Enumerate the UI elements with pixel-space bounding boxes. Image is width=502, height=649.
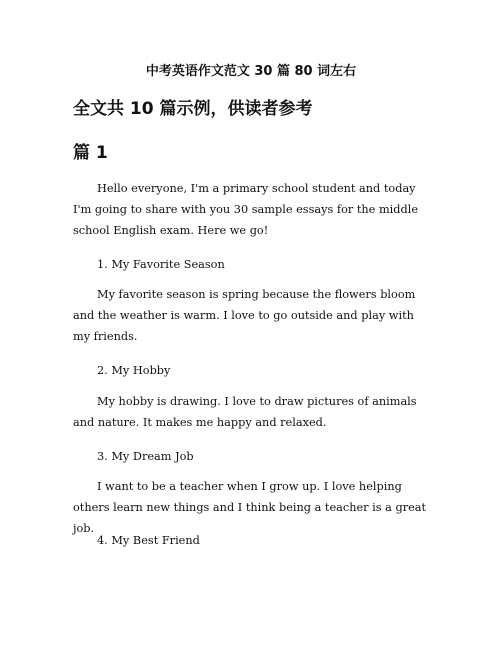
essay-heading-3: 3. My Dream Job (97, 450, 194, 463)
essay-paragraph-1: My favorite season is spring because the flowers bloom and the weather is warm. I love to go outside and play with my friends. (73, 288, 416, 343)
essay-heading-2: 2. My Hobby (97, 364, 171, 377)
essay-paragraph-2: My hobby is drawing. I love to draw pictures of animals and nature. It makes me happy and relaxed. (73, 395, 417, 429)
intro-paragraph: Hello everyone, I'm a primary school student and today I'm going to share with you 30 sample essays for the middle school English exam. Here we go! (73, 182, 419, 237)
essay-heading-4: 4. My Best Friend (97, 534, 200, 547)
document-summary: 全文共 10 篇示例，供读者参考 (73, 99, 313, 119)
document-title: 中考英语作文范文 30 篇 80 词左右 (145, 64, 357, 79)
essay-heading-1: 1. My Favorite Season (97, 258, 225, 271)
section-heading: 篇 1 (73, 143, 108, 163)
essay-paragraph-3: I want to be a teacher when I grow up. I love helping others learn new things and I think being a teacher is a great job. (73, 480, 427, 535)
